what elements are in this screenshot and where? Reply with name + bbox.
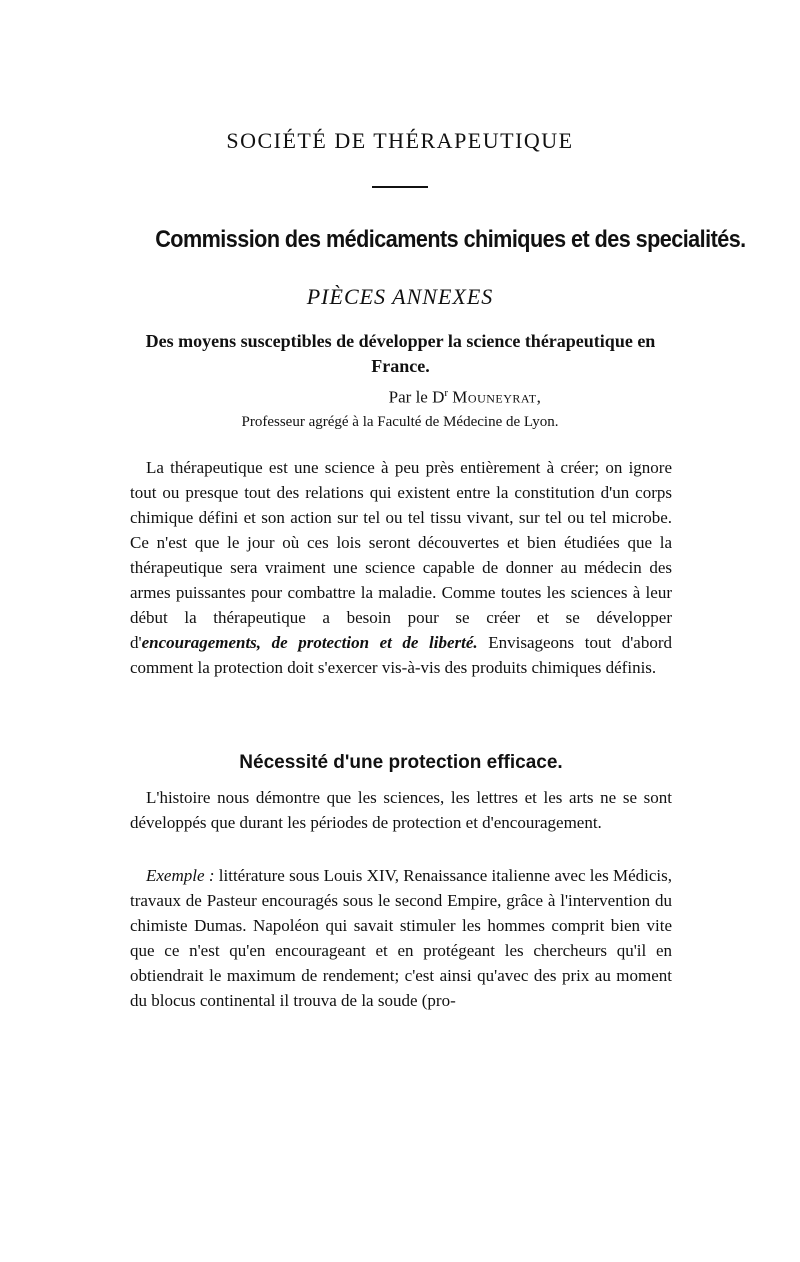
society-heading: SOCIÉTÉ DE THÉRAPEUTIQUE: [226, 128, 574, 153]
author-title-sup: r: [444, 387, 449, 399]
paragraph-example: [130, 863, 672, 1013]
paragraph-intro-text-b: Envisageons tout d'abord comment la protection doit s'exercer vis-à-vis des produits chimiques définis.: [130, 633, 672, 677]
paragraph-intro-text-a: La thérapeutique est une science à peu près entièrement à créer; on ignore tout ou presque tout des relations qui existent entre la constitution d'un corps chimique défini et son action sur tel ou tel tissu vivant, sur tel ou tel microbe. Ce n'est que le jour où ces lois seront découvertes et bien étudiées que la thérapeutique sera vraiment une science capable de donner au médecin des armes puissantes pour combattre la maladie. Comme toutes les sciences à leur début la thérapeutique a besoin pour se créer et se développer d': [130, 458, 672, 652]
commission-title: Commission des médicaments chimiques et des specialités.: [155, 226, 746, 253]
author-prefix: Par le D: [388, 387, 445, 407]
author-line: [250, 387, 680, 408]
example-label: Exemple :: [146, 866, 215, 885]
article-title: Des moyens susceptibles de développer la science thérapeutique en France.: [145, 331, 656, 376]
author-affiliation: Professeur agrégé à la Faculté de Médecine de Lyon.: [241, 414, 559, 430]
author-name: Mouneyrat,: [452, 387, 542, 407]
paragraph-intro-emphasis: encouragements, de protection et de liberté.: [141, 633, 478, 652]
paragraph-example-text: littérature sous Louis XIV, Renaissance italienne avec les Médicis, travaux de Pasteur encouragés sous le second Empire, grâce à l'intervention du chimiste Dumas. Napoléon qui savait stimuler les hommes comprit bien vite que ce n'est qu'en encourageant et en protégeant les chercheurs qu'il en obtiendrait le maximum de rendement; c'est ainsi qu'avec des prix au moment du blocus continental il trouva de la soude (pro-: [130, 866, 673, 1010]
paragraph-history: L'histoire nous démontre que les sciences, les lettres et les arts ne se sont développés que durant les périodes de protection et d'encouragement.: [130, 788, 672, 832]
section-heading: Nécessité d'une protection efficace.: [239, 752, 563, 773]
annexes-heading: PIÈCES ANNEXES: [306, 284, 494, 309]
paragraph-intro: [130, 455, 672, 680]
separator-rule: [372, 186, 428, 188]
